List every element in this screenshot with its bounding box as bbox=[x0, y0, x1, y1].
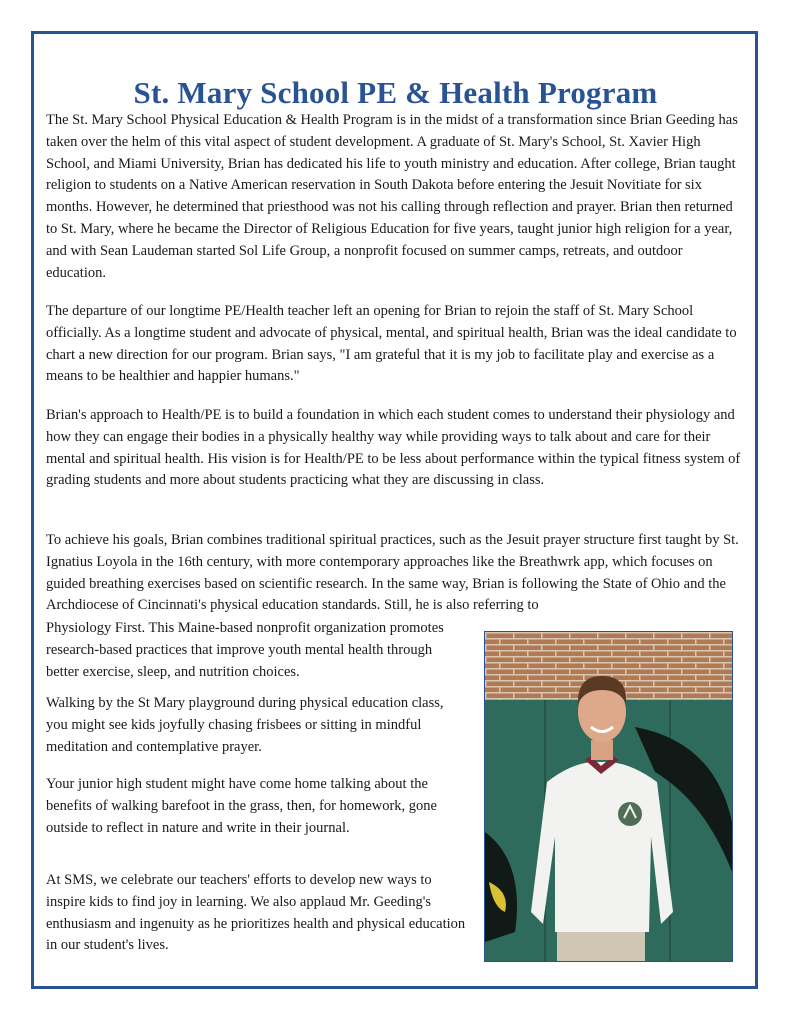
page-title: St. Mary School PE & Health Program bbox=[133, 74, 658, 110]
paragraph-goals-continued: Physiology First. This Maine-based nonprofit organization promotes research-based practices that improve youth mental health through better exercise, sleep, and nutrition choices. bbox=[46, 620, 444, 680]
paragraph-intro: The St. Mary School Physical Education & Health Program is in the midst of a transformation since Brian Geeding has taken over the helm of this vital aspect of student development. A graduate of St. Mary's School, St. Xavier High School, and Miami University, Brian has dedicated his life to youth ministry and education. After college, Brian taught religion to students on a Native American reservation in South Dakota before entering the Jesuit Novitiate for six months. However, he determined that priesthood was not his calling through reflection and prayer. Brian then returned to St. Mary, where he became the Director of Religious Education for five years, taught junior high religion for a year, and with Sean Laudeman started Sol Life Group, a nonprofit focused on summer camps, retreats, and outdoor education. bbox=[46, 112, 738, 281]
paragraph-approach: Brian's approach to Health/PE is to build a foundation in which each student comes to understand their physiology and how they can engage their bodies in a physically healthy way while providing ways to talk about and care for their mental and spiritual health. His vision is for Health/PE to be less about performance within the typical fitness system of grading students and more about students practicing what they are discussing in class. bbox=[46, 407, 741, 489]
paragraph-departure: The departure of our longtime PE/Health teacher left an opening for Brian to rejoin the staff of St. Mary School officially. As a longtime student and advocate of physical, mental, and spiritual health, Brian was the ideal candidate to chart a new direction for our program. Brian says, "I am grateful that it is my job to facilitate play and exercise as a means to be healthier and happier humans." bbox=[46, 303, 737, 385]
paragraph-playground: Walking by the St Mary playground during physical education class, you might see kids joyfully chasing frisbees or sitting in mindful meditation and contemplative prayer. bbox=[46, 695, 444, 755]
paragraph-goals: To achieve his goals, Brian combines traditional spiritual practices, such as the Jesuit prayer structure first taught by St. Ignatius Loyola in the 16th century, with more contemporary approaches like the Breathwrk app, which focuses on guided breathing exercises based on scientific research. In the same way, Brian is following the State of Ohio and the Archdiocese of Cincinnati's physical education standards. Still, he is also referring to bbox=[46, 532, 739, 614]
teacher-photo bbox=[484, 631, 733, 962]
paragraph-junior-high: Your junior high student might have come home talking about the benefits of walking barefoot in the grass, then, for homework, gone outside to reflect in nature and write in their journal. bbox=[46, 776, 437, 836]
paragraph-closing: At SMS, we celebrate our teachers' efforts to develop new ways to inspire kids to find joy in learning. We also applaud Mr. Geeding's enthusiasm and ingenuity as he prioritizes health and physical education in our student's lives. bbox=[46, 872, 466, 954]
